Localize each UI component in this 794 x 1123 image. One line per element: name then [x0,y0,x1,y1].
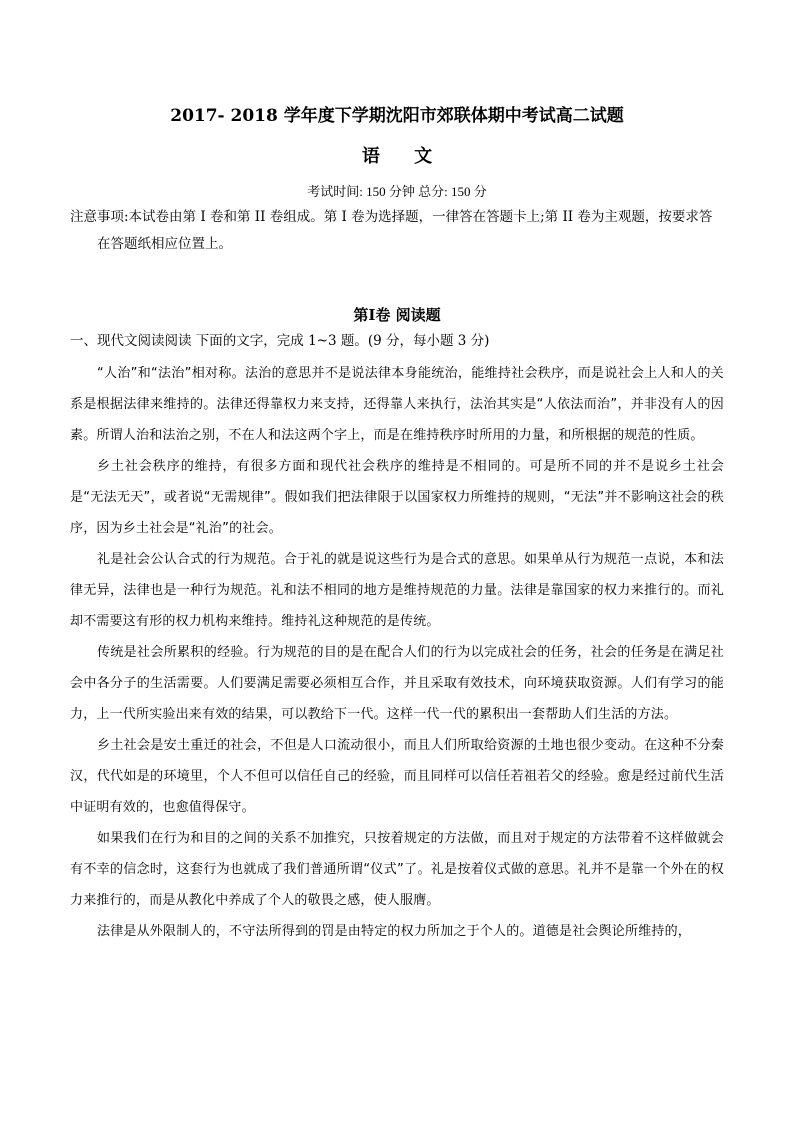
subject-title: 语 文 [361,146,447,167]
question-heading: 一、现代文阅读阅读 下面的文字，完成 1~3 题。(9 分，每小题 3 分) [70,333,490,349]
passage-paragraph: 如果我们在行为和目的之间的关系不加推究，只按着规定的方法做，而且对于规定的方法带着不这样做就会有不幸的信念时，这套行为也就成了我们普通所谓“仪式”了。礼是按着仪式做的意思。礼并不是靠一个外在的权力来推行的，而是从教化中养成了个人的敬畏之感，使人服膺。 [70,831,724,908]
exam-notice: 注意事项:本试卷由第 I 卷和第 II 卷组成。第 I 卷为选择题，一律答在答题卡上;第 II 卷为主观题，按要求答在答题纸相应位置上。 [70,209,713,252]
passage-paragraph: 传统是社会所累积的经验。行为规范的目的是在配合人们的行为以完成社会的任务，社会的任务是在满足社会中各分子的生活需要。人们要满足需要必须相互合作，并且采取有效技术，向环境获取资源。人们有学习的能力，上一代所实验出来有效的结果，可以教给下一代。这样一代一代的累积出一套帮助人们生活的方法。 [70,645,724,722]
exam-title: 2017- 2018 学年度下学期沈阳市郊联体期中考试高二试题 [170,106,624,126]
section-title: 第I卷 阅读题 [353,306,441,324]
passage-paragraph: 乡土社会秩序的维持，有很多方面和现代社会秩序的维持是不相同的。可是所不同的并不是说乡土社会是“无法无天”，或者说“无需规律”。假如我们把法律限于以国家权力所维持的规则，“无法”并不影响这社会的秩序，因为乡土社会是“礼治”的社会。 [70,459,724,536]
exam-info: 考试时间: 150 分钟 总分: 150 分 [307,184,487,199]
passage-paragraph: “人治”和“法治”相对称。法治的意思并不是说法律本身能统治，能维持社会秩序，而是说社会上人和人的关系是根据法律来维持的。法律还得靠权力来支持，还得靠人来执行，法治其实是“人依法而治”，并非没有人的因素。所谓人治和法治之别，不在人和法这两个字上，而是在维持秩序时所用的力量，和所根据的规范的性质。 [70,366,724,443]
exam-page [70,100,724,947]
passage-paragraph: 法律是从外限制人的，不守法所得到的罚是由特定的权力所加之于个人的。道德是社会舆论所维持的， [97,924,692,939]
passage-paragraph: 乡土社会是安土重迁的社会，不但是人口流动很小，而且人们所取给资源的土地也很少变动。在这种不分秦汉，代代如是的环境里，个人不但可以信任自己的经验，而且同样可以信任若祖若父的经验。愈是经过前代生活中证明有效的，也愈值得保守。 [70,738,724,815]
passage-paragraph: 礼是社会公认合式的行为规范。合于礼的就是说这些行为是合式的意思。如果单从行为规范一点说，本和法律无异，法律也是一种行为规范。礼和法不相同的地方是维持规范的力量。法律是靠国家的权力来推行的。而礼却不需要这有形的权力机构来维持。维持礼这种规范的是传统。 [70,552,724,629]
